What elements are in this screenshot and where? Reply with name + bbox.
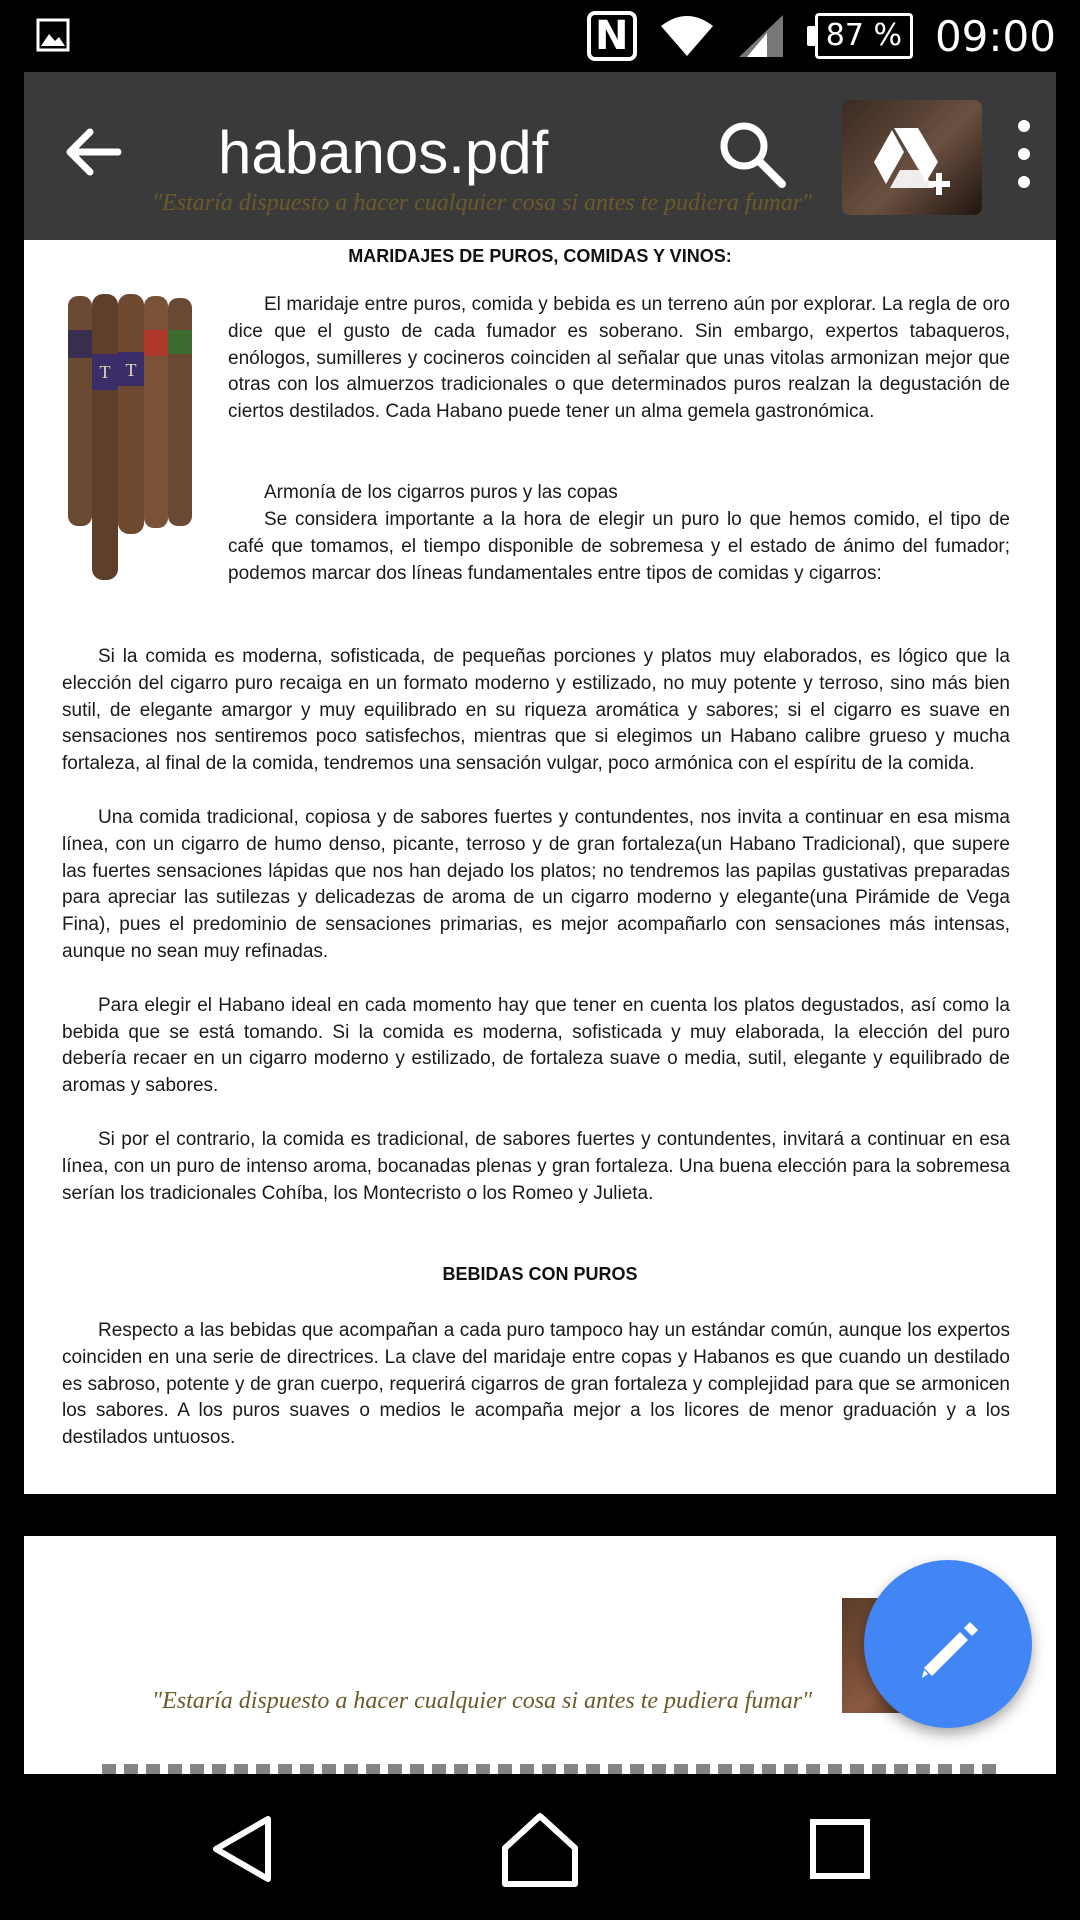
consider-text: Se considera importante a la hora de elegir un puro lo que hemos comido, el tipo de café que tomamos, el tiempo disponible de sobremesa y el estado de ánimo del fumador; podemos marcar dos líneas fundamentales entre tipos de comidas y cigarros: <box>228 509 1010 584</box>
paragraph-traditional: Una comida tradicional, copiosa y de sabores fuertes y contundentes, nos invita a continuar en esa misma línea, con un cigarro de humo denso, picante, terroso y de gran fortaleza(un Habano Tradicional), que supere las fuertes sensaciones lápidas que nos han dejado los platos; no tendremos las papilas gustativas preparadas para apreciar las sutilezas y delicadezas de aroma de un cigarro moderno y elegante(una Pirámide de Vega Fina), pues el predominio de sensaciones primarias, es mejor acompañarlo con sensaciones más intensas, aunque no sean muy refinadas. <box>62 806 1010 962</box>
image-icon <box>36 18 70 52</box>
app-toolbar <box>24 72 1056 240</box>
page-watermark-quote: "Estaría dispuesto a hacer cualquier cosa si antes te pudiera fumar" <box>152 190 813 216</box>
subheading: Armonía de los cigarros puros y las copas <box>264 482 618 503</box>
paragraph-modern: Si la comida es moderna, sofisticada, de pequeñas porciones y platos muy elaborados, es lógico que la elección del cigarro puro recaiga en un formato moderno y estilizado, no muy potente y terroso, sino más bien sutil, de elegante amargor y muy equilibrado en su riqueza aromática y sabores; si el cigarro es suave en sensaciones nos sentiremos poco satisfechos, mientras que si elegimos un Habano calibre grueso y mucha fortaleza, al final de la comida, tendremos una sensación vulgar, poco armónica con el espíritu de la comida. <box>62 646 1010 775</box>
subheading-block <box>228 480 1010 507</box>
battery-icon <box>807 13 913 59</box>
pencil-icon <box>864 1560 1032 1728</box>
intro-text: El maridaje entre puros, comida y bebida es un terreno aún por explorar. La regla de oro dice que el gusto de cada fumador es soberano. Sin embargo, expertos tabaqueros, enólogos, sumilleres y cocineros coinciden al señalar que unas vitolas armonizan mejor que otras con los almuerzos tradicionales o que determinados puros realzan la degustación de ciertos destilados. Cada Habano puede tener un alma gemela gastronómica. <box>228 294 1010 423</box>
wifi-icon <box>659 14 715 58</box>
nav-home-icon[interactable] <box>495 1804 585 1894</box>
paragraph-choose: Para elegir el Habano ideal en cada momento hay que tener en cuenta los platos degustados, así como la bebida que se está tomando. Si la comida es moderna, sofisticada y muy elaborada, la elección del puro debería recaer en un cigarro moderno y estilizado, de fortaleza suave o media, sutil, elegante y equilibrado de aromas y sabores. <box>62 994 1010 1097</box>
document-title: habanos.pdf <box>218 119 549 186</box>
consider-paragraph <box>62 507 1010 587</box>
cropped-text-line <box>102 1764 1002 1774</box>
search-icon[interactable] <box>714 116 790 192</box>
more-vert-icon[interactable] <box>1008 112 1040 196</box>
page-watermark-quote: "Estaría dispuesto a hacer cualquier cosa si antes te pudiera fumar" <box>152 1688 813 1714</box>
intro-paragraph <box>228 292 1010 426</box>
paragraph-drinks: Respecto a las bebidas que acompañan a cada puro tampoco hay un estándar común, aunque los expertos coinciden en una serie de directrices. La clave del maridaje entre copas y Habanos es que cuando un destilado es sabroso, potente y de gran cuerpo, requerirá cigarros de gran fortaleza y complejidad para que se armonicen los sabores. A los puros suaves o medios le acompaña mejor a los licores de menor graduación y a los destilados untuosos. <box>62 1320 1010 1449</box>
nav-back-icon[interactable] <box>198 1804 288 1894</box>
svg-text:T: T <box>125 360 137 380</box>
status-bar <box>0 0 1080 72</box>
system-nav-bar <box>0 1774 1080 1920</box>
svg-text:T: T <box>99 362 111 382</box>
signal-icon <box>737 13 785 59</box>
nfc-icon: N <box>587 11 637 61</box>
drive-add-button[interactable] <box>842 100 982 215</box>
drive-add-icon <box>842 100 982 215</box>
section-heading: BEBIDAS CON PUROS <box>442 1264 638 1284</box>
battery-percentage: 87 % <box>815 13 913 59</box>
drinks-paragraph <box>62 1318 1010 1452</box>
clock: 09:00 <box>934 11 1056 61</box>
edit-fab-button[interactable] <box>864 1560 1032 1728</box>
body-paragraphs <box>62 644 1010 1207</box>
back-arrow-icon[interactable] <box>54 112 134 192</box>
pdf-page <box>24 240 1056 1494</box>
section-heading: MARIDAJES DE PUROS, COMIDAS Y VINOS: <box>348 246 732 266</box>
nav-recents-icon[interactable] <box>795 1804 885 1894</box>
paragraph-contrary: Si por el contrario, la comida es tradicional, de sabores fuertes y contundentes, invitará a continuar en esa línea, con un puro de intenso aroma, bocanadas plenas y gran fortaleza. Una buena elección para la sobremesa serían los tradicionales Cohíba, los Montecristo o los Romeo y Julieta. <box>62 1128 1010 1204</box>
